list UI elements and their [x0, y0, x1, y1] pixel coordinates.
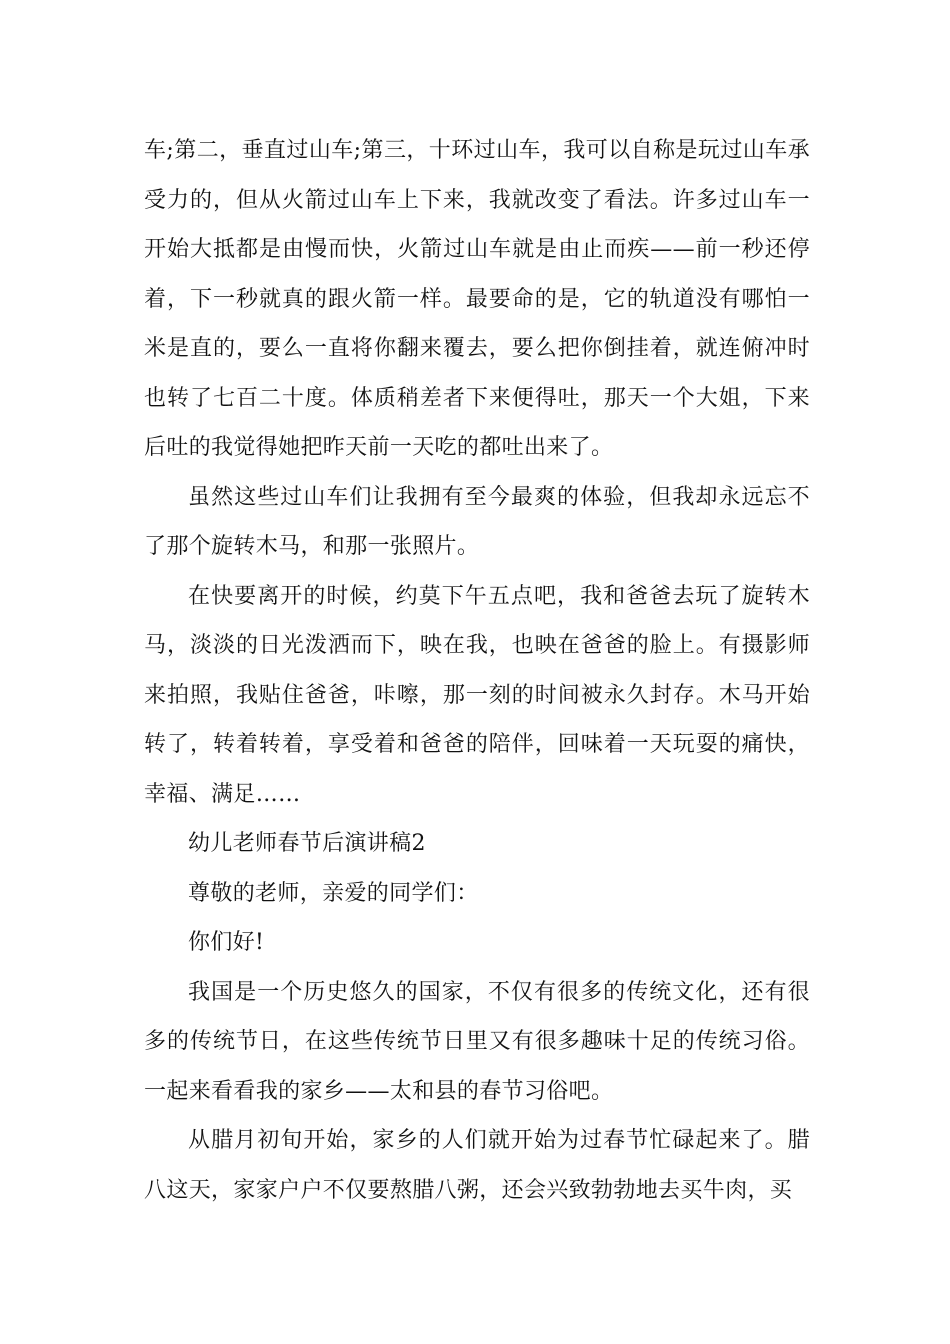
document-body: [144, 126, 810, 1215]
paragraph-3: 在快要离开的时候，约莫下午五点吧，我和爸爸去玩了旋转木马，淡淡的日光泼洒而下，映在我，也映在爸爸的脸上。有摄影师来拍照，我贴住爸爸，咔嚓，那一刻的时间被永久封存。木马开始转了，转着转着，享受着和爸爸的陪伴，回味着一天玩耍的痛快，幸福、满足……: [144, 583, 810, 807]
section-title: 幼儿老师春节后演讲稿2: [188, 831, 426, 856]
salutation: 尊敬的老师，亲爱的同学们：: [188, 880, 479, 906]
greeting: 你们好!: [188, 930, 265, 955]
paragraph-2: 虽然这些过山车们让我拥有至今最爽的体验，但我却永远忘不了那个旋转木马，和那一张照片。: [144, 484, 810, 559]
paragraph-1: 车;第二，垂直过山车;第三，十环过山车，我可以自称是玩过山车承受力的，但从火箭过山车上下来，我就改变了看法。许多过山车一开始大抵都是由慢而快，火箭过山车就是由止而疾——前一秒还停着，下一秒就真的跟火箭一样。最要命的是，它的轨道没有哪怕一米是直的，要么一直将你翻来覆去，要么把你倒挂着，就连俯冲时也转了七百二十度。体质稍差者下来便得吐，那天一个大姐，下来后吐的我觉得她把昨天前一天吃的都吐出来了。: [144, 138, 810, 460]
paragraph-4: 我国是一个历史悠久的国家，不仅有很多的传统文化，还有很多的传统节日，在这些传统节日里又有很多趣味十足的传统习俗。一起来看看我的家乡——太和县的春节习俗吧。: [144, 979, 810, 1104]
paragraph-5: 从腊月初旬开始，家乡的人们就开始为过春节忙碌起来了。腊八这天，家家户户不仅要熬腊八粥，还会兴致勃勃地去买牛肉，买: [144, 1128, 810, 1203]
